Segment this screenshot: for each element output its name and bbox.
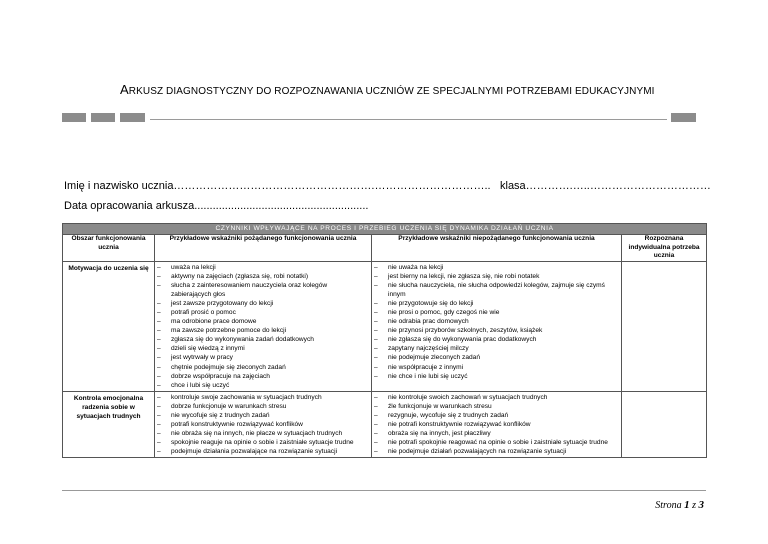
- list-item: – nie odrabia prac domowych: [374, 317, 619, 326]
- list-item: – podejmuje działania pozwalające na rozwiązanie sytuacji: [157, 447, 369, 456]
- list-item: – chętnie podejmuje się zleconych zadań: [157, 363, 369, 372]
- footer-rule: [62, 490, 706, 491]
- list-item: – zapytany najczęściej milczy: [374, 344, 619, 353]
- footer-separator: z: [692, 500, 696, 511]
- list-item: – nie potrafi spokojnie reagować na opinie o sobie i zaistniałe sytuacje trudne: [374, 438, 619, 447]
- header-positive: Przykładowe wskaźniki pożądanego funkcjonowania ucznia: [155, 235, 372, 262]
- need-cell[interactable]: [622, 391, 707, 458]
- list-item: – nie wycofuje się z trudnych zadań: [157, 411, 369, 420]
- name-class-line: [64, 180, 711, 192]
- positive-list: [157, 392, 369, 458]
- title-initial: A: [120, 82, 129, 97]
- class-field[interactable]: klasa………….…..……………………………: [500, 180, 711, 192]
- list-item: – nie zgłasza się do wykonywania prac dodatkowych: [374, 335, 619, 344]
- list-item: – chce i lubi się uczyć: [157, 381, 369, 390]
- header-need: Rozpoznana indywidualna potrzeba ucznia: [622, 235, 707, 262]
- positive-cell: [155, 391, 372, 458]
- table-banner: CZYNNIKI WPŁYWAJĄCE NA PROCES I PRZEBIEG UCZENIA SIĘ DYNAMIKA DZIAŁAŃ UCZNIA: [63, 224, 707, 235]
- list-item: – nie przynosi przyborów szkolnych, zeszytów, książek: [374, 326, 619, 335]
- diagnostic-table: [62, 223, 707, 458]
- list-item: – zgłasza się do wykonywania zadań dodatkowych: [157, 335, 369, 344]
- page-footer: [655, 499, 704, 511]
- list-item: – nie słucha nauczyciela, nie słucha odpowiedzi kolegów, zajmuje się czymś innym: [374, 281, 619, 299]
- header-rule: [150, 119, 667, 120]
- negative-cell: [372, 391, 622, 458]
- list-item: – dzieli się wiedzą z innymi: [157, 344, 369, 353]
- page-total: 3: [698, 499, 704, 511]
- table-row: [63, 261, 707, 391]
- need-cell[interactable]: [622, 261, 707, 391]
- header-block: [120, 113, 145, 122]
- list-item: – nie obraża się na innych, nie płacze w sytuacjach trudnych: [157, 429, 369, 438]
- page-number: 1: [684, 499, 690, 511]
- list-item: – spokojnie reaguje na opinie o sobie i zaistniałe sytuacje trudne: [157, 438, 369, 447]
- list-item: – nie chce i nie lubi się uczyć: [374, 372, 619, 381]
- list-item: – nie współpracuje z innymi: [374, 363, 619, 372]
- footer-label: Strona: [655, 500, 682, 511]
- list-item: – dobrze współpracuje na zajęciach: [157, 372, 369, 381]
- row-area: Motywacja do uczenia się: [63, 261, 155, 391]
- table-row: [63, 391, 707, 458]
- date-field[interactable]: Data opracowania arkusza.........................................................: [64, 200, 369, 212]
- document-title: [120, 82, 655, 97]
- list-item: – nie uważa na lekcji: [374, 263, 619, 272]
- header-negative: Przykładowe wskaźniki niepożądanego funkcjonowania ucznia: [372, 235, 622, 262]
- list-item: – rezygnuje, wycofuje się z trudnych zadań: [374, 411, 619, 420]
- list-item: – aktywny na zajęciach (zgłasza się, robi notatki): [157, 272, 369, 281]
- list-item: – uważa na lekcji: [157, 263, 369, 272]
- list-item: – potrafi konstruktywnie rozwiązywać konflików: [157, 420, 369, 429]
- list-item: – nie prosi o pomoc, gdy czegoś nie wie: [374, 308, 619, 317]
- list-item: – nie podejmuje działań pozwalających na rozwiązanie sytuacji: [374, 447, 619, 456]
- positive-list: [157, 262, 369, 391]
- title-text: RKUSZ DIAGNOSTYCZNY DO ROZPOZNAWANIA UCZNIÓW ZE SPECJALNYMI POTRZEBAMI EDUKACYJNYMI: [128, 86, 655, 97]
- negative-list: [374, 262, 619, 382]
- negative-cell: [372, 261, 622, 391]
- table-header-row: [63, 235, 707, 262]
- list-item: – dobrze funkcjonuje w warunkach stresu: [157, 402, 369, 411]
- list-item: – potrafi prosić o pomoc: [157, 308, 369, 317]
- list-item: – ma zawsze potrzebne pomoce do lekcji: [157, 326, 369, 335]
- positive-cell: [155, 261, 372, 391]
- list-item: – obraża się na innych, jest płaczliwy: [374, 429, 619, 438]
- list-item: – nie podejmuje zleconych zadań: [374, 353, 619, 362]
- list-item: – jest wytrwały w pracy: [157, 353, 369, 362]
- list-item: – słucha z zainteresowaniem nauczyciela oraz kolegów zabierających głos: [157, 281, 369, 299]
- header-block: [91, 113, 115, 122]
- header-block: [671, 113, 696, 122]
- list-item: – nie przygotowuje się do lekcji: [374, 299, 619, 308]
- list-item: – jest bierny na lekcji, nie zgłasza się, nie robi notatek: [374, 272, 619, 281]
- student-name-field[interactable]: Imię i nazwisko ucznia……………………………………………….…………………………..: [64, 180, 491, 192]
- list-item: – kontroluje swoje zachowania w sytuacjach trudnych: [157, 393, 369, 402]
- list-item: – ma odrobione prace domowe: [157, 317, 369, 326]
- header-block: [62, 113, 86, 122]
- list-item: – jest zawsze przygotowany do lekcji: [157, 299, 369, 308]
- list-item: – nie kontroluje swoich zachowań w sytuacjach trudnych: [374, 393, 619, 402]
- header-area: Obszar funkcjonowania ucznia: [63, 235, 155, 262]
- list-item: – nie potrafi konstruktywnie rozwiązywać konflików: [374, 420, 619, 429]
- row-area: Kontrola emocjonalna radzenia sobie w sytuacjach trudnych: [63, 391, 155, 458]
- negative-list: [374, 392, 619, 458]
- list-item: – źle funkcjonuje w warunkach stresu: [374, 402, 619, 411]
